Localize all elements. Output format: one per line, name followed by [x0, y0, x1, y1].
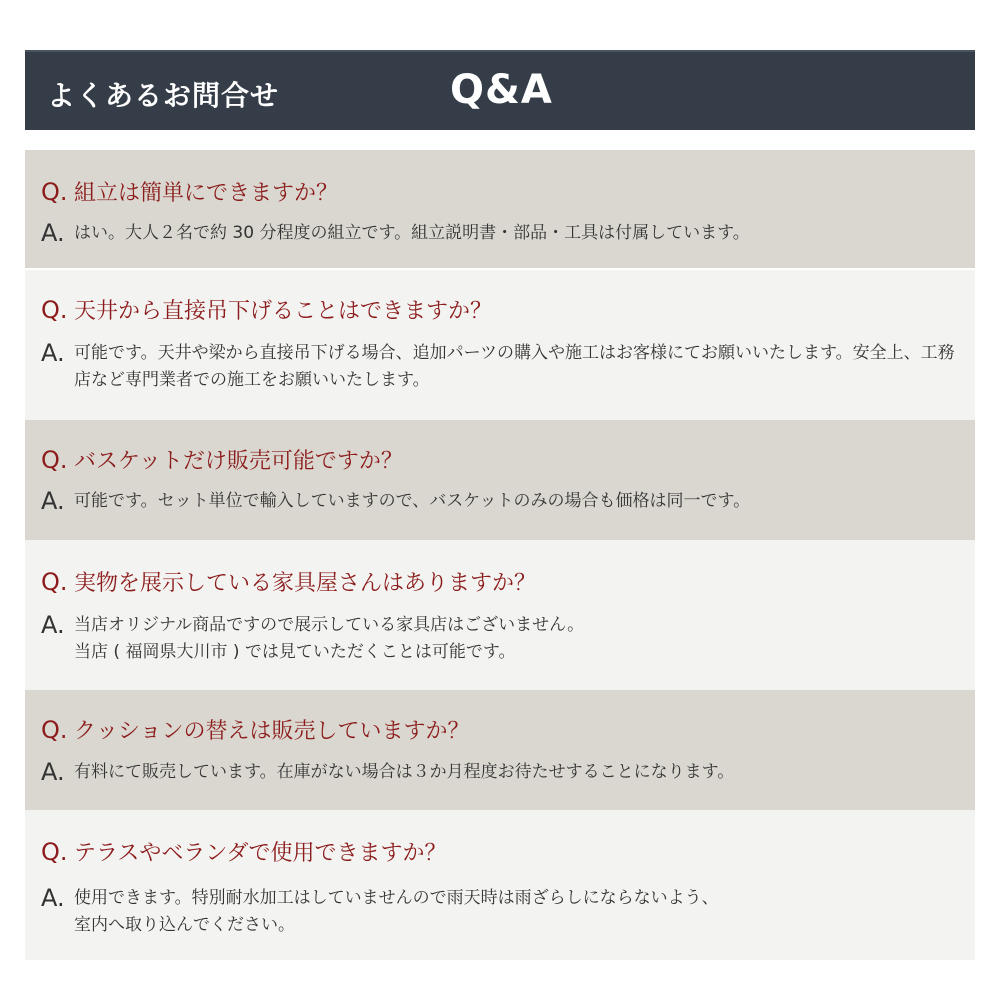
answer-text — [74, 885, 959, 939]
answer-prefix: A. — [41, 884, 65, 912]
faq-answer — [41, 611, 959, 662]
faq-question — [41, 566, 959, 597]
faq-item — [25, 420, 975, 540]
answer-prefix: A. — [41, 611, 65, 639]
header-title: よくあるお問合せ — [47, 79, 280, 112]
faq-question — [41, 836, 959, 867]
faq-answer — [41, 220, 959, 249]
answer-text: はい。大人２名で約 30 分程度の組立です。組立説明書・部品・工具は付属しています。 — [74, 223, 750, 243]
faq-question — [41, 714, 959, 745]
faq-item — [25, 270, 975, 420]
question-prefix: Q. — [41, 296, 68, 324]
faq-item — [25, 690, 975, 810]
answer-line: 室内へ取り込んでください。 — [74, 915, 295, 935]
answer-text — [74, 612, 959, 666]
answer-text: 有料にて販売しています。在庫がない場合は３か月程度お待たせすることになります。 — [74, 762, 735, 782]
question-prefix: Q. — [41, 178, 68, 206]
answer-text: 可能です。セット単位で輸入していますので、バスケットのみの場合も価格は同一です。 — [74, 491, 751, 511]
faq-answer — [41, 884, 959, 935]
question-text: テラスやベランダで使用できますか？ — [74, 841, 447, 866]
faq-question — [41, 176, 959, 207]
faq-answer — [41, 759, 959, 788]
question-prefix: Q. — [41, 446, 68, 474]
answer-line: 当店オリジナル商品ですので展示している家具店はございません。 — [74, 615, 585, 635]
question-prefix: Q. — [41, 716, 68, 744]
answer-line: 当店 ( 福岡県大川市 ) では見ていただくことは可能です。 — [74, 642, 516, 662]
question-text: 実物を展示している家具屋さんはありますか？ — [74, 571, 537, 596]
answer-prefix: A. — [41, 758, 65, 786]
faq-question — [41, 444, 959, 475]
header-qa-label: Q&A — [450, 67, 553, 113]
faq-answer — [41, 488, 959, 517]
answer-prefix: A. — [41, 339, 65, 367]
faq-item — [25, 810, 975, 960]
faq-item — [25, 540, 975, 690]
question-prefix: Q. — [41, 838, 68, 866]
answer-prefix: A. — [41, 219, 65, 247]
faq-question — [41, 294, 959, 325]
answer-line: 使用できます。特別耐水加工はしていませんので雨天時は雨ざらしにならないよう、 — [74, 888, 719, 908]
question-text: クッションの替えは販売していますか？ — [74, 719, 470, 744]
question-text: バスケットだけ販売可能ですか？ — [74, 449, 403, 474]
answer-text: 可能です。天井や梁から直接吊下げる場合、追加パーツの購入や施工はお客様にてお願いいたします。安全上、工務店など専門業者での施工をお願いいたします。 — [74, 343, 955, 390]
faq-answer — [41, 339, 959, 390]
question-text: 天井から直接吊下げることはできますか？ — [74, 299, 493, 324]
answer-prefix: A. — [41, 487, 65, 515]
question-text: 組立は簡単にできますか？ — [74, 181, 339, 206]
faq-item — [25, 150, 975, 268]
question-prefix: Q. — [41, 568, 68, 596]
page-header — [25, 50, 975, 130]
